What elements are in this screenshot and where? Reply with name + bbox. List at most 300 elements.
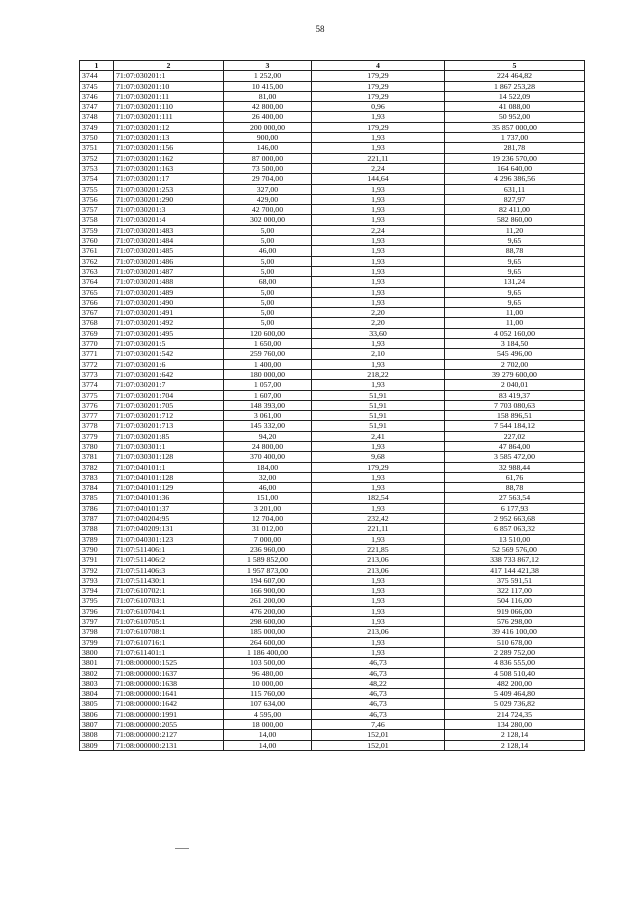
rate-cell: 1,93 <box>312 256 445 266</box>
rate-cell: 1,93 <box>312 184 445 194</box>
area-cell: 68,00 <box>224 277 312 287</box>
area-cell: 24 800,00 <box>224 441 312 451</box>
row-number-cell: 3802 <box>80 668 114 678</box>
value-cell: 322 117,00 <box>445 586 585 596</box>
area-cell: 236 960,00 <box>224 544 312 554</box>
table-row <box>80 318 585 328</box>
rate-cell: 1,93 <box>312 596 445 606</box>
rate-cell: 152,01 <box>312 740 445 750</box>
table-row <box>80 699 585 709</box>
row-number-cell: 3763 <box>80 266 114 276</box>
area-cell: 81,00 <box>224 91 312 101</box>
area-cell: 194 607,00 <box>224 575 312 585</box>
cadastral-number-cell: 71:07:030201:4 <box>114 215 224 225</box>
row-number-cell: 3752 <box>80 153 114 163</box>
table-row <box>80 184 585 194</box>
rate-cell: 1,93 <box>312 266 445 276</box>
rate-cell: 0,96 <box>312 102 445 112</box>
table-row <box>80 91 585 101</box>
value-cell: 7 703 080,63 <box>445 400 585 410</box>
table-row <box>80 503 585 513</box>
rate-cell: 2,20 <box>312 308 445 318</box>
cadastral-number-cell: 71:08:000000:1525 <box>114 658 224 668</box>
rate-cell: 1,93 <box>312 359 445 369</box>
value-cell: 2 952 663,68 <box>445 514 585 524</box>
row-number-cell: 3789 <box>80 534 114 544</box>
area-cell: 261 200,00 <box>224 596 312 606</box>
row-number-cell: 3774 <box>80 380 114 390</box>
cadastral-number-cell: 71:07:030201:10 <box>114 81 224 91</box>
cadastral-number-cell: 71:07:610704:1 <box>114 606 224 616</box>
value-cell: 6 857 063,32 <box>445 524 585 534</box>
table-row <box>80 668 585 678</box>
area-cell: 1 607,00 <box>224 390 312 400</box>
value-cell: 134 280,00 <box>445 720 585 730</box>
value-cell: 2 289 752,00 <box>445 647 585 657</box>
table-row <box>80 689 585 699</box>
table-row <box>80 524 585 534</box>
value-cell: 2 040,01 <box>445 380 585 390</box>
row-number-cell: 3778 <box>80 421 114 431</box>
table-row <box>80 627 585 637</box>
cadastral-number-cell: 71:07:030201:542 <box>114 349 224 359</box>
area-cell: 5,00 <box>224 225 312 235</box>
row-number-cell: 3796 <box>80 606 114 616</box>
rate-cell: 1,93 <box>312 617 445 627</box>
area-cell: 302 000,00 <box>224 215 312 225</box>
row-number-cell: 3782 <box>80 462 114 472</box>
rate-cell: 2,20 <box>312 318 445 328</box>
column-header-2: 2 <box>114 61 224 71</box>
table-row <box>80 658 585 668</box>
row-number-cell: 3786 <box>80 503 114 513</box>
cadastral-number-cell: 71:08:000000:2131 <box>114 740 224 750</box>
row-number-cell: 3785 <box>80 493 114 503</box>
area-cell: 5,00 <box>224 318 312 328</box>
row-number-cell: 3779 <box>80 431 114 441</box>
value-cell: 2 702,00 <box>445 359 585 369</box>
column-header-4: 4 <box>312 61 445 71</box>
row-number-cell: 3745 <box>80 81 114 91</box>
value-cell: 3 585 472,00 <box>445 452 585 462</box>
row-number-cell: 3790 <box>80 544 114 554</box>
area-cell: 4 595,00 <box>224 709 312 719</box>
row-number-cell: 3777 <box>80 411 114 421</box>
row-number-cell: 3798 <box>80 627 114 637</box>
row-number-cell: 3795 <box>80 596 114 606</box>
rate-cell: 152,01 <box>312 730 445 740</box>
table-row <box>80 205 585 215</box>
cadastral-number-cell: 71:07:030201:290 <box>114 194 224 204</box>
row-number-cell: 3760 <box>80 236 114 246</box>
area-cell: 10 000,00 <box>224 678 312 688</box>
table-row <box>80 596 585 606</box>
area-cell: 5,00 <box>224 236 312 246</box>
value-cell: 4 836 555,00 <box>445 658 585 668</box>
table-row <box>80 122 585 132</box>
rate-cell: 1,93 <box>312 586 445 596</box>
cadastral-number-cell: 71:07:040301:123 <box>114 534 224 544</box>
table-row <box>80 709 585 719</box>
cadastral-number-cell: 71:07:030201:704 <box>114 390 224 400</box>
value-cell: 7 544 184,12 <box>445 421 585 431</box>
value-cell: 88,78 <box>445 246 585 256</box>
rate-cell: 1,93 <box>312 287 445 297</box>
cadastral-number-cell: 71:07:610708:1 <box>114 627 224 637</box>
table-row <box>80 421 585 431</box>
row-number-cell: 3771 <box>80 349 114 359</box>
rate-cell: 51,91 <box>312 390 445 400</box>
table-row <box>80 236 585 246</box>
value-cell: 50 952,00 <box>445 112 585 122</box>
area-cell: 5,00 <box>224 297 312 307</box>
table-row <box>80 380 585 390</box>
rate-cell: 51,91 <box>312 400 445 410</box>
value-cell: 52 569 576,00 <box>445 544 585 554</box>
area-cell: 1 650,00 <box>224 339 312 349</box>
table-row <box>80 606 585 616</box>
rate-cell: 221,11 <box>312 153 445 163</box>
cadastral-number-cell: 71:07:030201:1 <box>114 71 224 81</box>
row-number-cell: 3758 <box>80 215 114 225</box>
area-cell: 1 057,00 <box>224 380 312 390</box>
value-cell: 281,78 <box>445 143 585 153</box>
cadastral-number-cell: 71:07:030201:111 <box>114 112 224 122</box>
table-row <box>80 71 585 81</box>
table-row <box>80 349 585 359</box>
row-number-cell: 3764 <box>80 277 114 287</box>
table-row <box>80 431 585 441</box>
rate-cell: 179,29 <box>312 91 445 101</box>
rate-cell: 2,41 <box>312 431 445 441</box>
table-row <box>80 462 585 472</box>
value-cell: 2 128,14 <box>445 730 585 740</box>
cadastral-number-cell: 71:07:030301:128 <box>114 452 224 462</box>
area-cell: 87 000,00 <box>224 153 312 163</box>
row-number-cell: 3756 <box>80 194 114 204</box>
value-cell: 5 409 464,80 <box>445 689 585 699</box>
cadastral-number-cell: 71:07:040101:129 <box>114 483 224 493</box>
table-row <box>80 153 585 163</box>
row-number-cell: 3769 <box>80 328 114 338</box>
rate-cell: 1,93 <box>312 575 445 585</box>
cadastral-number-cell: 71:07:040209:131 <box>114 524 224 534</box>
rate-cell: 7,46 <box>312 720 445 730</box>
table-row <box>80 411 585 421</box>
table-row <box>80 678 585 688</box>
value-cell: 83 419,37 <box>445 390 585 400</box>
rate-cell: 46,73 <box>312 699 445 709</box>
rate-cell: 1,93 <box>312 339 445 349</box>
value-cell: 131,24 <box>445 277 585 287</box>
area-cell: 7 000,00 <box>224 534 312 544</box>
rate-cell: 1,93 <box>312 205 445 215</box>
value-cell: 9,65 <box>445 287 585 297</box>
column-header-3: 3 <box>224 61 312 71</box>
value-cell: 39 416 100,00 <box>445 627 585 637</box>
value-cell: 482 200,00 <box>445 678 585 688</box>
area-cell: 42 800,00 <box>224 102 312 112</box>
table-row <box>80 102 585 112</box>
rate-cell: 1,93 <box>312 277 445 287</box>
value-cell: 82 411,00 <box>445 205 585 215</box>
row-number-cell: 3809 <box>80 740 114 750</box>
value-cell: 164 640,00 <box>445 163 585 173</box>
row-number-cell: 3804 <box>80 689 114 699</box>
table-row <box>80 452 585 462</box>
table-row <box>80 586 585 596</box>
value-cell: 214 724,35 <box>445 709 585 719</box>
area-cell: 5,00 <box>224 308 312 318</box>
value-cell: 504 116,00 <box>445 596 585 606</box>
table-row <box>80 637 585 647</box>
value-cell: 227,02 <box>445 431 585 441</box>
cadastral-number-cell: 71:07:040101:36 <box>114 493 224 503</box>
area-cell: 148 393,00 <box>224 400 312 410</box>
rate-cell: 1,93 <box>312 143 445 153</box>
area-cell: 145 332,00 <box>224 421 312 431</box>
table-row <box>80 617 585 627</box>
value-cell: 4 296 386,56 <box>445 174 585 184</box>
value-cell: 510 678,00 <box>445 637 585 647</box>
cadastral-number-cell: 71:07:030201:488 <box>114 277 224 287</box>
table-row <box>80 544 585 554</box>
cadastral-number-cell: 71:08:000000:1638 <box>114 678 224 688</box>
table-row <box>80 112 585 122</box>
cadastral-number-cell: 71:07:030201:642 <box>114 369 224 379</box>
row-number-cell: 3799 <box>80 637 114 647</box>
value-cell: 1 867 253,28 <box>445 81 585 91</box>
area-cell: 327,00 <box>224 184 312 194</box>
row-number-cell: 3747 <box>80 102 114 112</box>
cadastral-number-cell: 71:07:040101:1 <box>114 462 224 472</box>
area-cell: 31 012,00 <box>224 524 312 534</box>
table-row <box>80 246 585 256</box>
cadastral-number-cell: 71:07:030201:495 <box>114 328 224 338</box>
row-number-cell: 3797 <box>80 617 114 627</box>
value-cell: 47 864,00 <box>445 441 585 451</box>
value-cell: 919 066,00 <box>445 606 585 616</box>
row-number-cell: 3781 <box>80 452 114 462</box>
cadastral-number-cell: 71:07:030201:705 <box>114 400 224 410</box>
value-cell: 6 177,93 <box>445 503 585 513</box>
table-row <box>80 359 585 369</box>
table-row <box>80 133 585 143</box>
cadastral-number-cell: 71:07:030201:3 <box>114 205 224 215</box>
row-number-cell: 3807 <box>80 720 114 730</box>
area-cell: 1 957 873,00 <box>224 565 312 575</box>
table-row <box>80 472 585 482</box>
value-cell: 827,97 <box>445 194 585 204</box>
cadastral-number-cell: 71:07:511406:2 <box>114 555 224 565</box>
cadastral-number-cell: 71:07:511430:1 <box>114 575 224 585</box>
area-cell: 1 400,00 <box>224 359 312 369</box>
table-row <box>80 575 585 585</box>
rate-cell: 1,93 <box>312 246 445 256</box>
rate-cell: 179,29 <box>312 81 445 91</box>
cadastral-number-cell: 71:07:030201:491 <box>114 308 224 318</box>
cadastral-number-cell: 71:07:030201:485 <box>114 246 224 256</box>
table-body <box>80 71 585 751</box>
table-row <box>80 390 585 400</box>
table-row <box>80 287 585 297</box>
table-row <box>80 277 585 287</box>
area-cell: 180 000,00 <box>224 369 312 379</box>
row-number-cell: 3765 <box>80 287 114 297</box>
cadastral-number-cell: 71:07:030201:13 <box>114 133 224 143</box>
area-cell: 5,00 <box>224 266 312 276</box>
area-cell: 146,00 <box>224 143 312 153</box>
table-row <box>80 256 585 266</box>
row-number-cell: 3761 <box>80 246 114 256</box>
rate-cell: 221,11 <box>312 524 445 534</box>
cadastral-number-cell: 71:07:030201:483 <box>114 225 224 235</box>
value-cell: 631,11 <box>445 184 585 194</box>
cadastral-number-cell: 71:07:610705:1 <box>114 617 224 627</box>
rate-cell: 46,73 <box>312 668 445 678</box>
area-cell: 120 600,00 <box>224 328 312 338</box>
row-number-cell: 3770 <box>80 339 114 349</box>
cadastral-number-cell: 71:07:610702:1 <box>114 586 224 596</box>
rate-cell: 144,64 <box>312 174 445 184</box>
cadastral-number-cell: 71:08:000000:2127 <box>114 730 224 740</box>
rate-cell: 1,93 <box>312 503 445 513</box>
area-cell: 1 252,00 <box>224 71 312 81</box>
column-header-5: 5 <box>445 61 585 71</box>
cadastral-number-cell: 71:07:040101:37 <box>114 503 224 513</box>
value-cell: 545 496,00 <box>445 349 585 359</box>
row-number-cell: 3801 <box>80 658 114 668</box>
value-cell: 39 279 600,00 <box>445 369 585 379</box>
table-row <box>80 647 585 657</box>
cadastral-number-cell: 71:07:030201:85 <box>114 431 224 441</box>
area-cell: 429,00 <box>224 194 312 204</box>
value-cell: 35 857 000,00 <box>445 122 585 132</box>
cadastral-number-cell: 71:07:030301:1 <box>114 441 224 451</box>
rate-cell: 179,29 <box>312 71 445 81</box>
rate-cell: 221,85 <box>312 544 445 554</box>
area-cell: 115 760,00 <box>224 689 312 699</box>
table-row <box>80 194 585 204</box>
area-cell: 166 900,00 <box>224 586 312 596</box>
row-number-cell: 3772 <box>80 359 114 369</box>
area-cell: 3 061,00 <box>224 411 312 421</box>
table-row <box>80 493 585 503</box>
row-number-cell: 3808 <box>80 730 114 740</box>
cadastral-number-cell: 71:07:030201:6 <box>114 359 224 369</box>
area-cell: 73 500,00 <box>224 163 312 173</box>
table-row <box>80 483 585 493</box>
cadastral-number-cell: 71:07:030201:156 <box>114 143 224 153</box>
rate-cell: 1,93 <box>312 637 445 647</box>
row-number-cell: 3805 <box>80 699 114 709</box>
cadastral-number-cell: 71:07:030201:110 <box>114 102 224 112</box>
area-cell: 184,00 <box>224 462 312 472</box>
rate-cell: 1,93 <box>312 297 445 307</box>
value-cell: 11,00 <box>445 308 585 318</box>
area-cell: 32,00 <box>224 472 312 482</box>
table-row <box>80 215 585 225</box>
row-number-cell: 3792 <box>80 565 114 575</box>
value-cell: 9,65 <box>445 266 585 276</box>
rate-cell: 1,93 <box>312 606 445 616</box>
value-cell: 9,65 <box>445 236 585 246</box>
rate-cell: 1,93 <box>312 215 445 225</box>
rate-cell: 1,93 <box>312 647 445 657</box>
rate-cell: 1,93 <box>312 534 445 544</box>
rate-cell: 51,91 <box>312 421 445 431</box>
rate-cell: 33,60 <box>312 328 445 338</box>
row-number-cell: 3755 <box>80 184 114 194</box>
row-number-cell: 3750 <box>80 133 114 143</box>
table-row <box>80 81 585 91</box>
rate-cell: 1,93 <box>312 472 445 482</box>
rate-cell: 1,93 <box>312 194 445 204</box>
cadastral-number-cell: 71:08:000000:1642 <box>114 699 224 709</box>
table-row <box>80 740 585 750</box>
rate-cell: 232,42 <box>312 514 445 524</box>
table-row <box>80 308 585 318</box>
value-cell: 11,00 <box>445 318 585 328</box>
value-cell: 9,65 <box>445 297 585 307</box>
rate-cell: 51,91 <box>312 411 445 421</box>
rate-cell: 1,93 <box>312 133 445 143</box>
cadastral-number-cell: 71:07:030201:492 <box>114 318 224 328</box>
area-cell: 46,00 <box>224 246 312 256</box>
table-row <box>80 339 585 349</box>
area-cell: 1 589 852,00 <box>224 555 312 565</box>
row-number-cell: 3791 <box>80 555 114 565</box>
rate-cell: 2,10 <box>312 349 445 359</box>
rate-cell: 48,22 <box>312 678 445 688</box>
area-cell: 476 200,00 <box>224 606 312 616</box>
rate-cell: 1,93 <box>312 380 445 390</box>
table-row <box>80 163 585 173</box>
row-number-cell: 3767 <box>80 308 114 318</box>
row-number-cell: 3780 <box>80 441 114 451</box>
cadastral-value-table <box>79 60 585 751</box>
table-row <box>80 369 585 379</box>
table-row <box>80 328 585 338</box>
rate-cell: 46,73 <box>312 709 445 719</box>
rate-cell: 46,73 <box>312 658 445 668</box>
value-cell: 224 464,82 <box>445 71 585 81</box>
table-header-row <box>80 61 585 71</box>
area-cell: 5,00 <box>224 256 312 266</box>
cadastral-number-cell: 71:07:610703:1 <box>114 596 224 606</box>
row-number-cell: 3803 <box>80 678 114 688</box>
value-cell: 375 591,51 <box>445 575 585 585</box>
row-number-cell: 3753 <box>80 163 114 173</box>
cadastral-number-cell: 71:07:040204:95 <box>114 514 224 524</box>
area-cell: 900,00 <box>224 133 312 143</box>
table-row <box>80 143 585 153</box>
value-cell: 32 988,44 <box>445 462 585 472</box>
area-cell: 42 700,00 <box>224 205 312 215</box>
area-cell: 94,20 <box>224 431 312 441</box>
table-row <box>80 297 585 307</box>
row-number-cell: 3768 <box>80 318 114 328</box>
value-cell: 2 128,14 <box>445 740 585 750</box>
row-number-cell: 3754 <box>80 174 114 184</box>
rate-cell: 1,93 <box>312 236 445 246</box>
area-cell: 14,00 <box>224 730 312 740</box>
rate-cell: 213,06 <box>312 627 445 637</box>
row-number-cell: 3748 <box>80 112 114 122</box>
value-cell: 576 298,00 <box>445 617 585 627</box>
row-number-cell: 3784 <box>80 483 114 493</box>
row-number-cell: 3793 <box>80 575 114 585</box>
